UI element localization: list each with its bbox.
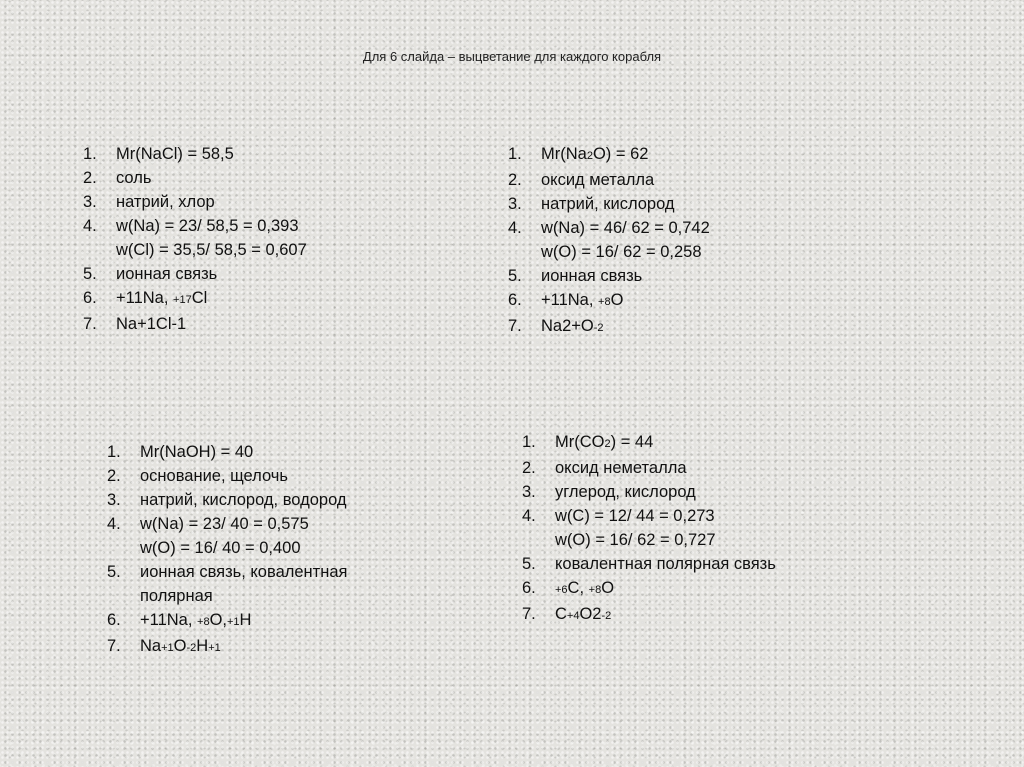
bond-type: ионная связь: [116, 265, 218, 283]
mass-fraction-2: w(O) = 16/ 40 = 0,400: [140, 539, 301, 557]
charge: +11: [116, 289, 143, 307]
item-number: 4.: [508, 219, 522, 237]
charge: +6: [555, 584, 568, 596]
index: 2: [586, 150, 593, 162]
element: O: [173, 637, 187, 655]
molar-mass: [555, 430, 653, 456]
nuclear-charges: [541, 288, 623, 314]
list-item: [107, 608, 347, 634]
item-number: 2.: [83, 169, 97, 187]
item-number: 7.: [107, 637, 121, 655]
co2-answer-list: [522, 430, 776, 628]
list-item: [508, 192, 710, 216]
list-item: [83, 190, 307, 214]
element: O: [601, 579, 615, 597]
list-item: [522, 602, 776, 628]
list-item: [508, 168, 710, 192]
list-item: [522, 430, 776, 456]
item-number: 5.: [522, 555, 536, 573]
item-number: 6.: [508, 291, 522, 309]
list-item: [522, 552, 776, 576]
elements: натрий, кислород, водород: [140, 491, 347, 509]
charge: +1: [227, 616, 240, 628]
list-item: [522, 576, 776, 602]
molar-mass: Mr(NaOH) = 40: [140, 443, 254, 461]
element: O,: [209, 611, 227, 629]
oxidation: +1: [208, 642, 221, 654]
list-item: [522, 504, 776, 528]
mass-fraction-2: w(O) = 16/ 62 = 0,258: [541, 243, 702, 261]
mass-fraction-2: w(Cl) = 35,5/ 58,5 = 0,607: [116, 241, 307, 259]
substance-class: оксид неметалла: [555, 459, 687, 477]
molar-mass: Mr(NaCl) = 58,5: [116, 145, 234, 163]
nuclear-charges: [140, 608, 251, 634]
bond-type-continued: полярная: [140, 587, 213, 605]
list-item: [508, 216, 710, 240]
oxidation: -2: [186, 642, 197, 654]
list-item: [522, 480, 776, 504]
item-number: 3.: [107, 491, 121, 509]
mass-fraction-1: w(Na) = 23/ 40 = 0,575: [140, 515, 309, 533]
list-item: [83, 214, 307, 238]
charge: +8: [588, 584, 602, 596]
element: Na2: [541, 317, 572, 335]
index: 2: [604, 438, 611, 450]
element: Na,: [166, 611, 198, 629]
element: Cl: [191, 289, 208, 307]
bond-type: ионная связь, ковалентная: [140, 563, 348, 581]
item-number: 2.: [508, 171, 522, 189]
oxidation: -2: [593, 322, 604, 334]
charge: +11: [541, 291, 568, 309]
item-number: 1.: [508, 145, 522, 163]
list-item: [83, 142, 307, 166]
list-item: [107, 634, 347, 660]
naoh-answer-list: [107, 440, 347, 660]
item-number: 3.: [522, 483, 536, 501]
item-number: 7.: [522, 605, 536, 623]
element: Na,: [567, 291, 599, 309]
element: Na: [140, 637, 162, 655]
oxidation: +: [571, 317, 581, 335]
item-number: 6.: [83, 289, 97, 307]
element: H: [196, 637, 209, 655]
item-number: 4.: [83, 217, 97, 235]
oxidation: -2: [601, 610, 612, 622]
oxidation-states: [116, 312, 186, 336]
nuclear-charges: [116, 286, 207, 312]
list-item: [107, 464, 347, 488]
list-item: [83, 286, 307, 312]
oxidation-states: [555, 602, 611, 628]
mass-fraction-1: w(C) = 12/ 44 = 0,273: [555, 507, 715, 525]
substance-class: основание, щелочь: [140, 467, 288, 485]
list-item: [508, 264, 710, 288]
list-item: [83, 262, 307, 286]
item-number: 5.: [107, 563, 121, 581]
element: Na,: [142, 289, 174, 307]
list-item: [508, 142, 710, 168]
oxidation: -1: [171, 315, 187, 333]
element: Na: [116, 315, 138, 333]
list-item: [508, 288, 710, 314]
item-number: 5.: [83, 265, 97, 283]
element: C: [555, 605, 567, 623]
item-number: 1.: [107, 443, 121, 461]
item-number: 6.: [107, 611, 121, 629]
item-number: 5.: [508, 267, 522, 285]
oxidation-states: [140, 634, 221, 660]
oxidation: +1: [161, 642, 174, 654]
list-item: [83, 166, 307, 190]
item-number: 7.: [508, 317, 522, 335]
elements: углерод, кислород: [555, 483, 696, 501]
oxidation-states: [541, 314, 604, 340]
formula-part: Mr(Na: [541, 145, 587, 163]
charge: +17: [173, 294, 192, 306]
item-number: 2.: [107, 467, 121, 485]
formula-part: Mr(CO: [555, 433, 605, 451]
bond-type: ковалентная полярная связь: [555, 555, 776, 573]
list-item: [107, 512, 347, 536]
bond-type: ионная связь: [541, 267, 643, 285]
nacl-answer-list: [83, 142, 307, 336]
formula-part: ) = 44: [610, 433, 654, 451]
item-number: 1.: [83, 145, 97, 163]
item-number: 7.: [83, 315, 97, 333]
item-number: 6.: [522, 579, 536, 597]
oxidation: +1: [137, 315, 156, 333]
mass-fraction-1: w(Na) = 23/ 58,5 = 0,393: [116, 217, 299, 235]
item-number: 2.: [522, 459, 536, 477]
elements: натрий, кислород: [541, 195, 675, 213]
list-item: [83, 312, 307, 336]
charge: +8: [598, 296, 611, 308]
item-number: 1.: [522, 433, 536, 451]
item-number: 4.: [107, 515, 121, 533]
element: O: [610, 291, 624, 309]
element: H: [239, 611, 252, 629]
list-item: [522, 456, 776, 480]
substance-class: соль: [116, 169, 152, 187]
list-item: [107, 560, 347, 584]
charge: +11: [140, 611, 167, 629]
element: Cl: [155, 315, 172, 333]
substance-class: оксид металла: [541, 171, 655, 189]
slide-title: Для 6 слайда – выцветание для каждого корабля: [362, 49, 662, 64]
mass-fraction-2: w(O) = 16/ 62 = 0,727: [555, 531, 716, 549]
item-number: 4.: [522, 507, 536, 525]
item-number: 3.: [508, 195, 522, 213]
molar-mass: [541, 142, 648, 168]
element: O: [580, 317, 594, 335]
list-item: [508, 314, 710, 340]
nuclear-charges: [555, 576, 614, 602]
mass-fraction-1: w(Na) = 46/ 62 = 0,742: [541, 219, 710, 237]
oxidation: +4: [566, 610, 580, 622]
element: C,: [567, 579, 589, 597]
list-item: [107, 488, 347, 512]
formula-part: O) = 62: [592, 145, 649, 163]
elements: натрий, хлор: [116, 193, 215, 211]
list-item: [107, 440, 347, 464]
element: O2: [579, 605, 602, 623]
na2o-answer-list: [508, 142, 710, 340]
item-number: 3.: [83, 193, 97, 211]
charge: +8: [197, 616, 210, 628]
